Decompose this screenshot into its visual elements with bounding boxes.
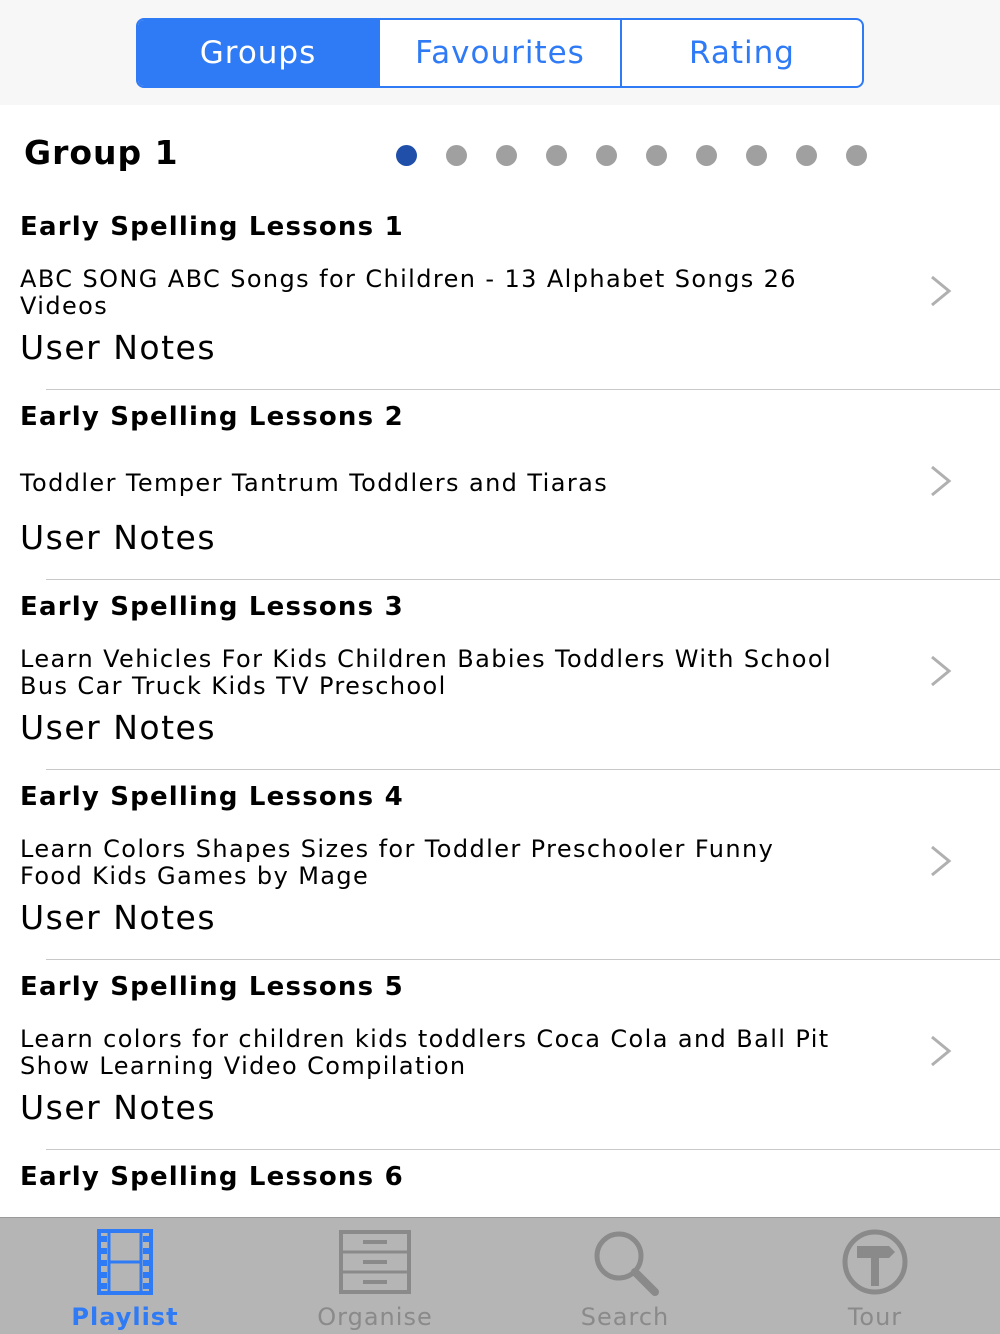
tab-bar bbox=[0, 1217, 1000, 1334]
top-bar bbox=[0, 0, 1000, 105]
page-dot[interactable] bbox=[396, 145, 417, 166]
lesson-title: Early Spelling Lessons 6 bbox=[20, 1162, 404, 1192]
page-dot[interactable] bbox=[546, 145, 567, 166]
page-dot[interactable] bbox=[846, 145, 867, 166]
chevron-right-icon bbox=[928, 844, 954, 878]
lesson-title: Early Spelling Lessons 1 bbox=[20, 212, 404, 242]
segment-favourites[interactable]: Favourites bbox=[378, 20, 620, 86]
cabinet-icon bbox=[335, 1228, 415, 1298]
lesson-title: Early Spelling Lessons 5 bbox=[20, 972, 404, 1002]
tab-organise-label: Organise bbox=[317, 1303, 433, 1331]
user-notes: User Notes bbox=[20, 898, 217, 937]
lesson-title: Early Spelling Lessons 2 bbox=[20, 402, 404, 432]
lesson-description bbox=[20, 454, 840, 512]
film-strip-icon bbox=[85, 1228, 165, 1298]
playlist-row[interactable] bbox=[0, 770, 1000, 960]
tab-organise[interactable] bbox=[250, 1218, 500, 1334]
playlist-row[interactable] bbox=[0, 580, 1000, 770]
lesson-description-text: Toddler Temper Tantrum Toddlers and Tiaras bbox=[20, 468, 609, 497]
lesson-description bbox=[20, 644, 840, 702]
tab-playlist[interactable] bbox=[0, 1218, 250, 1334]
user-notes: User Notes bbox=[20, 328, 217, 367]
lesson-description bbox=[20, 1024, 840, 1082]
tab-playlist-label: Playlist bbox=[71, 1303, 179, 1331]
magnifier-icon bbox=[585, 1228, 665, 1298]
page-dot[interactable] bbox=[596, 145, 617, 166]
playlist-row[interactable] bbox=[0, 390, 1000, 580]
lesson-description bbox=[20, 264, 840, 322]
lesson-description bbox=[20, 834, 840, 892]
playlist-row[interactable] bbox=[0, 960, 1000, 1150]
chevron-right-icon bbox=[928, 654, 954, 688]
page-dot[interactable] bbox=[646, 145, 667, 166]
tab-tour[interactable] bbox=[750, 1218, 1000, 1334]
tab-tour-label: Tour bbox=[847, 1303, 903, 1331]
chevron-right-icon bbox=[928, 1034, 954, 1068]
tab-search-label: Search bbox=[580, 1303, 670, 1331]
playlist-row[interactable] bbox=[0, 200, 1000, 390]
lesson-description-text: ABC SONG ABC Songs for Children - 13 Alphabet Songs 26 Videos bbox=[20, 265, 797, 320]
page-dot[interactable] bbox=[696, 145, 717, 166]
user-notes: User Notes bbox=[20, 708, 217, 747]
segment-groups[interactable]: Groups bbox=[138, 20, 378, 86]
segmented-control bbox=[136, 18, 864, 88]
page-dot[interactable] bbox=[746, 145, 767, 166]
page-dot[interactable] bbox=[796, 145, 817, 166]
playlist-list bbox=[0, 200, 1000, 1334]
page-dot[interactable] bbox=[496, 145, 517, 166]
tab-search[interactable] bbox=[500, 1218, 750, 1334]
lesson-description-text: Learn colors for children kids toddlers Coca Cola and Ball Pit Show Learning Video Compilation bbox=[20, 1025, 830, 1080]
group-header bbox=[0, 105, 1000, 200]
lesson-title: Early Spelling Lessons 4 bbox=[20, 782, 404, 812]
group-title: Group 1 bbox=[24, 133, 179, 172]
user-notes: User Notes bbox=[20, 518, 217, 557]
chevron-right-icon bbox=[928, 274, 954, 308]
user-notes: User Notes bbox=[20, 1088, 217, 1127]
lesson-description-text: Learn Vehicles For Kids Children Babies Toddlers With School Bus Car Truck Kids TV Preschool bbox=[20, 645, 832, 700]
page-dot[interactable] bbox=[446, 145, 467, 166]
lesson-title: Early Spelling Lessons 3 bbox=[20, 592, 404, 622]
segment-rating[interactable]: Rating bbox=[620, 20, 862, 86]
lesson-description-text: Learn Colors Shapes Sizes for Toddler Preschooler Funny Food Kids Games by Mage bbox=[20, 835, 775, 890]
signpost-icon bbox=[835, 1228, 915, 1298]
chevron-right-icon bbox=[928, 464, 954, 498]
page-indicator[interactable] bbox=[396, 145, 867, 166]
